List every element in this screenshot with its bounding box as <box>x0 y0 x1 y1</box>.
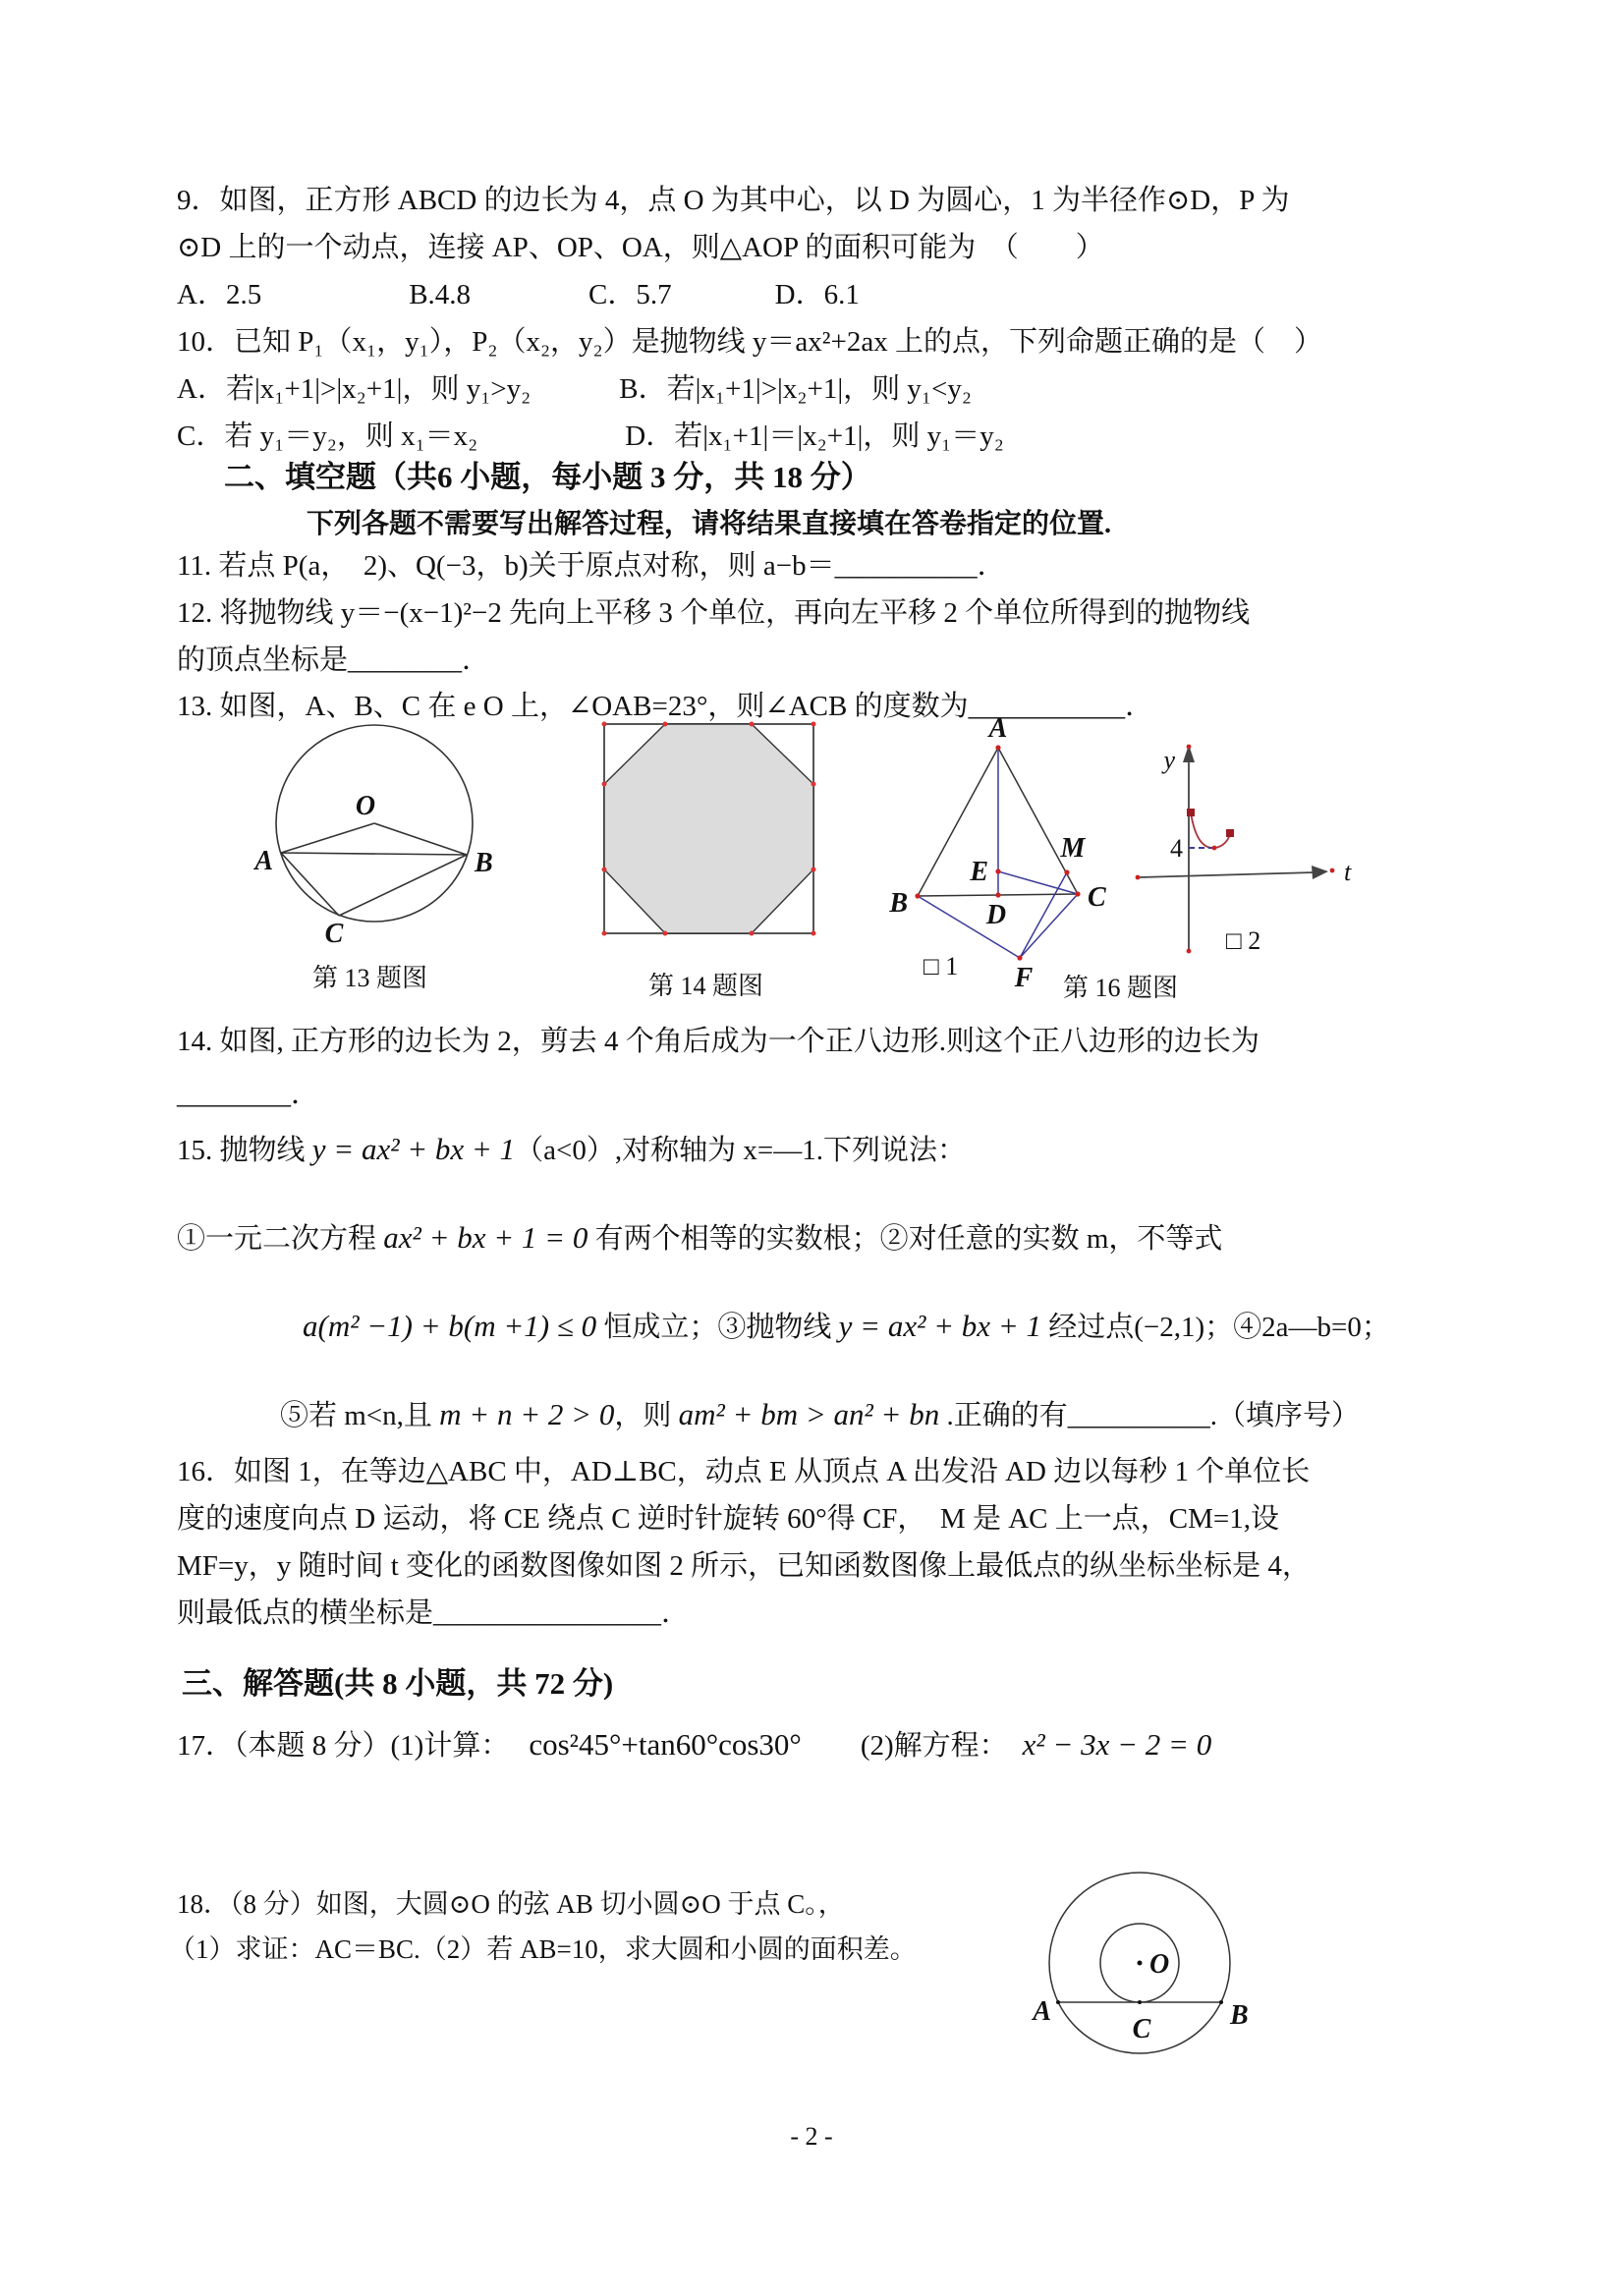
question-9-options <box>177 275 860 314</box>
q15-item1-pre: ①一元二次方程 <box>177 1223 384 1255</box>
fig16-point-a-label: A <box>988 713 1008 744</box>
question-10-line-1: 10．已知 P₁（x₁，y₁），P₂（x₂，y₂）是抛物线 y＝ax²+2ax 上的点，下列命题正确的是（ ） <box>177 326 1322 358</box>
question-18-line-1: 18．（8 分）如图，大圆⊙O 的弦 AB 切小圆⊙O 于点 C。， <box>177 1889 845 1919</box>
section-solve-header: 三、解答题(共 8 小题，共 72 分) <box>182 1666 614 1701</box>
question-12-line-2: 的顶点坐标是________． <box>177 644 491 676</box>
question-9-line-1: 9．如图，正方形 ABCD 的边长为 4，点 O 为其中心，以 D 为圆心，1 为半径作⊙D，P 为 <box>177 185 1290 216</box>
t-axis-label: t <box>1344 858 1352 886</box>
figure-14-caption: 第 14 题图 <box>648 972 764 1000</box>
figure-16-graph-diagram <box>1120 725 1385 971</box>
axis-end-dots <box>1136 745 1335 954</box>
fig16-sub2-label: □ 2 <box>1226 926 1261 955</box>
q10-option-b: B．若|x₁+1|>|x₂+1|，则 y₁<y₂ <box>619 373 972 405</box>
question-16-line-3: MF=y，y 随时间 t 变化的函数图像如图 2 所示，已知函数图像上最低点的纵坐标坐标是 4， <box>177 1550 1311 1582</box>
axis-arrowheads <box>1183 745 1328 879</box>
figure-16-caption: 第 16 题图 <box>1063 974 1179 1002</box>
fig18-point-c-label: C <box>1132 2014 1151 2044</box>
question-14-line-2: ________． <box>177 1079 320 1110</box>
page-number: - 2 - <box>790 2122 833 2151</box>
q10-option-d: D．若|x₁+1|＝|x₂+1|，则 y₁＝y₂ <box>625 420 1004 452</box>
figure-13-circle-diagram <box>246 712 501 948</box>
q9-option-c: C．5.7 <box>588 279 672 310</box>
section-fill-note: 下列各题不需要写出解答过程，请将结果直接填在答卷指定的位置. <box>307 509 1112 539</box>
q15-item2-formula1: a(m² −1) + b(m +1) ≤ 0 <box>303 1309 597 1343</box>
fig18-center-o-label: O <box>1149 1949 1170 1980</box>
figure-14-octagon-diagram <box>589 712 830 948</box>
figure-18-circles-diagram <box>1022 1845 1316 2086</box>
q15-item1-post: 有两个相等的实数根；②对任意的实数 m，不等式 <box>588 1223 1223 1255</box>
question-15-item-1 <box>177 1218 1222 1259</box>
q15-item2-post: 经过点(−2,1)；④2a—b=0； <box>1041 1312 1390 1343</box>
question-18-line-2: （1）求证：AC＝BC.（2）若 AB=10，求大圆和小圆的面积差。 <box>169 1934 917 1964</box>
fig13-point-a-label: A <box>254 846 273 876</box>
fig16-point-c-label: C <box>1088 882 1106 913</box>
q15-item3-pre: ⑤若 m<n,且 <box>280 1400 440 1431</box>
question-16-line-2: 度的速度向点 D 运动，将 CE 绕点 C 逆时针旋转 60°得 CF， M 是 AC 上一点，CM=1,设 <box>177 1503 1279 1535</box>
question-15-intro <box>177 1130 966 1170</box>
q17-mid: (2)解方程： <box>860 1730 1008 1762</box>
y-axis-label: y <box>1163 746 1175 774</box>
fig16-point-e-label: E <box>970 857 988 887</box>
fig16-point-b-label: B <box>889 888 908 919</box>
question-16-line-1: 16．如图 1，在等边△ABC 中，AD⊥BC，动点 E 从顶点 A 出发沿 AD 边以每秒 1 个单位长 <box>177 1456 1311 1487</box>
y-axis-tick-4: 4 <box>1170 834 1183 863</box>
q17-formula-1: cos²45°+tan60°cos30° <box>529 1727 802 1762</box>
q15-intro-post: （a<0）,对称轴为 x=—1.下列说法： <box>515 1135 966 1166</box>
figure-13-caption: 第 13 题图 <box>312 964 428 992</box>
question-10-options-cd <box>177 417 1004 456</box>
fig16-point-f-label: F <box>1014 963 1034 993</box>
fig13-point-b-label: B <box>475 848 493 878</box>
q15-item3-formula1: m + n + 2 > 0 <box>439 1397 615 1431</box>
fig13-point-c-label: C <box>324 919 344 949</box>
question-10-options-ab <box>177 369 972 409</box>
q15-item3-mid: ，则 <box>614 1400 679 1431</box>
fig16-point-d-label: D <box>985 900 1007 930</box>
function-curve <box>1191 812 1230 848</box>
q17-formula-2: x² − 3x − 2 = 0 <box>1022 1727 1212 1762</box>
question-16-line-4: 则最低点的横坐标是________________． <box>177 1597 691 1629</box>
question-14-line-1: 14. 如图, 正方形的边长为 2，剪去 4 个角后成为一个正八边形.则这个正八边形的边长为 <box>177 1026 1260 1057</box>
octagon-shape <box>604 724 813 933</box>
q17-pre: 17．（本题 8 分）(1)计算： <box>177 1730 510 1762</box>
q9-option-b: B.4.8 <box>409 279 472 310</box>
q15-item2-formula2: y = ax² + bx + 1 <box>838 1309 1041 1343</box>
fig13-point-o-label: O <box>355 791 376 821</box>
question-15-item-2 <box>303 1307 1390 1347</box>
axes-lines <box>1140 755 1315 951</box>
q15-item3-post: .正确的有__________.（填序号） <box>939 1400 1360 1431</box>
q10-option-a: A．若|x₁+1|>|x₂+1|，则 y₁>y₂ <box>177 373 532 405</box>
q10-option-c: C．若 y₁＝y₂，则 x₁＝x₂ <box>177 420 478 452</box>
figure-18-dots <box>1056 1961 1223 2005</box>
fig16-point-m-label: M <box>1060 833 1086 864</box>
circle-outline <box>276 725 473 922</box>
q15-item2-mid: 恒成立；③抛物线 <box>596 1312 839 1343</box>
q9-option-a: A．2.5 <box>177 279 262 310</box>
fig16-sub1-label: □ 1 <box>923 952 959 980</box>
question-11: 11. 若点 P(a， 2)、Q(−3，b)关于原点对称，则 a−b＝__________． <box>177 550 1006 582</box>
q9-option-d: D．6.1 <box>774 279 860 310</box>
question-17 <box>177 1725 1211 1765</box>
question-9-line-2: ⊙D 上的一个动点，连接 AP、OP、OA，则△AOP 的面积可能为 （ ） <box>177 232 1104 263</box>
fig18-point-b-label: B <box>1230 2000 1249 2031</box>
question-13: 13. 如图，A、B、C 在 e O 上，∠OAB=23°，则∠ACB 的度数为___________． <box>177 691 1154 722</box>
q15-intro-pre: 15. 抛物线 <box>177 1135 312 1166</box>
section-fill-header: 二、填空题（共6 小题，每小题 3 分，共 18 分） <box>224 460 871 494</box>
q15-item3-formula2: am² + bm > an² + bn <box>678 1397 940 1431</box>
figure-16-triangle-diagram <box>884 713 1125 1002</box>
question-12-line-1: 12. 将抛物线 y＝−(x−1)²−2 先向上平移 3 个单位，再向左平移 2 个单位所得到的抛物线 <box>177 597 1251 629</box>
q15-intro-formula: y = ax² + bx + 1 <box>311 1132 516 1166</box>
q15-item1-formula: ax² + bx + 1 = 0 <box>383 1220 588 1255</box>
fig18-point-a-label: A <box>1033 1996 1051 2027</box>
question-15-item-3 <box>280 1395 1360 1435</box>
